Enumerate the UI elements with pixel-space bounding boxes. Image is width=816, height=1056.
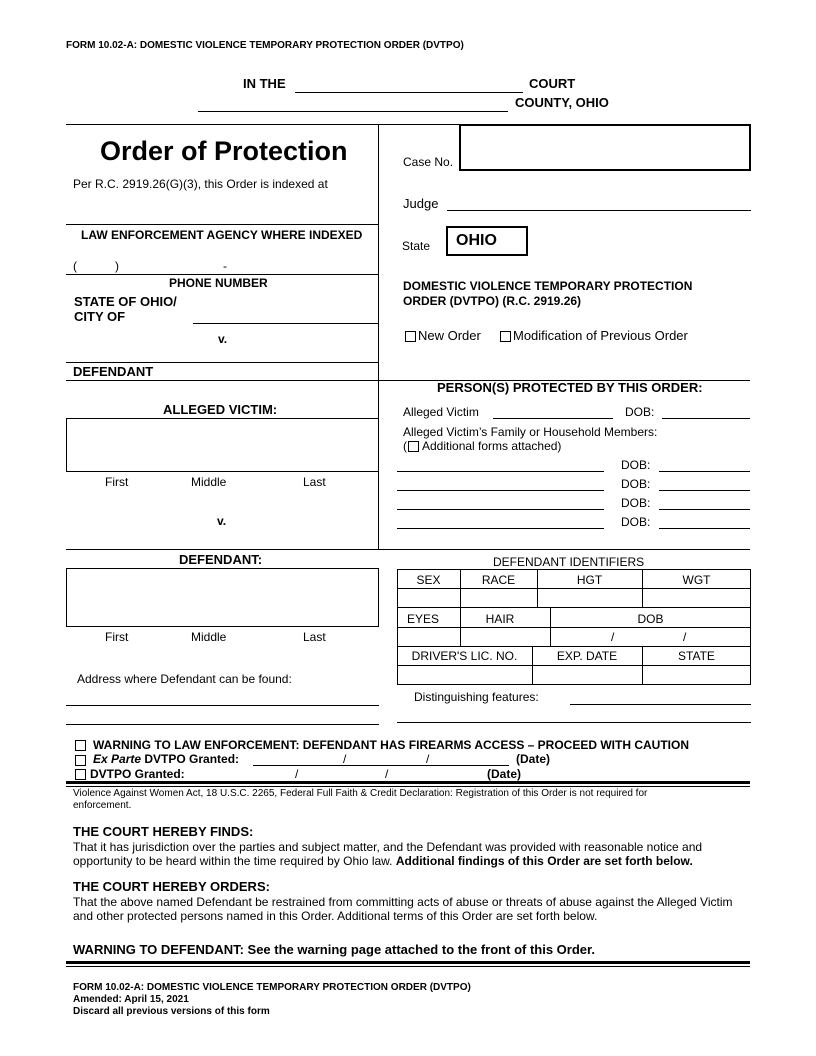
court-finds-text-2 bbox=[73, 854, 693, 868]
court-name-line[interactable] bbox=[295, 92, 523, 93]
order-title-line-1: DOMESTIC VIOLENCE TEMPORARY PROTECTION bbox=[403, 279, 693, 293]
court-finds-title: THE COURT HEREBY FINDS: bbox=[73, 824, 254, 839]
agency-line[interactable] bbox=[66, 224, 378, 225]
address-label: Address where Defendant can be found: bbox=[77, 672, 292, 686]
family-dob-line-2[interactable] bbox=[659, 490, 750, 491]
victim-middle-label: Middle bbox=[191, 475, 227, 489]
dvtpo-slash-2: / bbox=[385, 767, 389, 781]
agency-label: LAW ENFORCEMENT AGENCY WHERE INDEXED bbox=[81, 228, 363, 242]
state-label: State bbox=[402, 239, 431, 253]
family-dob-line-3[interactable] bbox=[659, 509, 750, 510]
alleged-victim-dob-line[interactable] bbox=[662, 418, 750, 419]
distinguishing-label: Distinguishing features: bbox=[414, 690, 539, 704]
city-of-label: CITY OF bbox=[74, 309, 126, 324]
judge-label: Judge bbox=[403, 196, 439, 211]
dvtpo-granted-label: DVTPO Granted: bbox=[90, 767, 185, 781]
judge-line[interactable] bbox=[447, 210, 751, 211]
court-orders-text-1: That the above named Defendant be restrained from committing acts of abuse or threats of abuse against the Alleged Victim bbox=[73, 895, 733, 909]
top-rule bbox=[66, 124, 460, 125]
id-state-label: STATE bbox=[678, 649, 715, 663]
id-rule bbox=[397, 588, 751, 589]
defendant-middle-label: Middle bbox=[191, 630, 227, 644]
id-hgt-label: HGT bbox=[576, 573, 603, 587]
id-rule bbox=[397, 607, 751, 608]
defendant-label: DEFENDANT bbox=[73, 364, 154, 379]
footer-discard: Discard all previous versions of this form bbox=[73, 1006, 270, 1017]
firearms-warning-checkbox[interactable] bbox=[75, 740, 86, 751]
firearms-warning-label: WARNING TO LAW ENFORCEMENT: DEFENDANT HAS FIREARMS ACCESS – PROCEED WITH CAUTION bbox=[93, 738, 690, 752]
id-hair-label: HAIR bbox=[485, 612, 515, 626]
family-name-line-1[interactable] bbox=[397, 471, 604, 472]
thin-rule bbox=[66, 786, 750, 787]
footer-thin-rule bbox=[66, 966, 750, 967]
phone-dash: - bbox=[223, 259, 227, 273]
versus-1: v. bbox=[218, 332, 228, 346]
vawa-text-2: enforcement. bbox=[73, 800, 132, 811]
dvtpo-date-label: (Date) bbox=[487, 767, 522, 781]
id-rule bbox=[397, 665, 751, 666]
footer-amended: Amended: April 15, 2021 bbox=[73, 994, 189, 1005]
court-finds-text-2a: opportunity to be heard within the time required by Ohio law. bbox=[73, 854, 393, 868]
family-name-line-2[interactable] bbox=[397, 490, 604, 491]
family-dob-line-1[interactable] bbox=[659, 471, 750, 472]
court-finds-text-1: That it has jurisdiction over the parties and subject matter, and the Defendant was provided with reasonable notice and bbox=[73, 840, 703, 854]
case-no-box[interactable] bbox=[459, 124, 751, 171]
identifiers-title: DEFENDANT IDENTIFIERS bbox=[493, 555, 645, 569]
dvtpo-slash-1: / bbox=[295, 767, 299, 781]
phone-line[interactable] bbox=[66, 274, 378, 275]
victim-first-label: First bbox=[105, 475, 129, 489]
alleged-victim-name-line[interactable] bbox=[493, 418, 613, 419]
ex-parte-slash-1: / bbox=[343, 752, 347, 766]
defendant-last-label: Last bbox=[303, 630, 326, 644]
in-the-label: IN THE bbox=[243, 76, 286, 91]
family-name-line-3[interactable] bbox=[397, 509, 604, 510]
alleged-victim-name-box[interactable] bbox=[66, 418, 379, 472]
order-title-line-2: ORDER (DVTPO) (R.C. 2919.26) bbox=[403, 294, 582, 308]
additional-forms-checkbox[interactable] bbox=[408, 441, 419, 452]
id-exp-date-label: EXP. DATE bbox=[556, 649, 618, 663]
warning-to-defendant: WARNING TO DEFENDANT: See the warning page attached to the front of this Order. bbox=[73, 942, 595, 957]
dvtpo-granted-checkbox[interactable] bbox=[75, 769, 86, 780]
county-label: COUNTY, OHIO bbox=[515, 95, 609, 110]
center-divider bbox=[378, 124, 379, 549]
additional-forms-label: Additional forms attached) bbox=[422, 439, 562, 453]
ex-parte-date-label: (Date) bbox=[516, 752, 551, 766]
modification-label: Modification of Previous Order bbox=[513, 328, 688, 343]
thick-rule bbox=[66, 781, 750, 784]
id-sex-label: SEX bbox=[416, 573, 441, 587]
victim-last-label: Last bbox=[303, 475, 326, 489]
ex-parte-rest: DVTPO Granted: bbox=[144, 752, 240, 766]
alleged-victim-row-label: Alleged Victim bbox=[403, 405, 479, 419]
family-members-label: Alleged Victim’s Family or Household Members: bbox=[403, 425, 658, 439]
phone-paren-open: ( bbox=[73, 259, 77, 273]
new-order-checkbox[interactable] bbox=[405, 331, 416, 342]
address-line-2[interactable] bbox=[66, 724, 379, 725]
defendant2-label: DEFENDANT: bbox=[179, 552, 263, 567]
city-line[interactable] bbox=[193, 323, 378, 324]
ex-parte-date-line[interactable] bbox=[253, 765, 509, 766]
family-dob-line-4[interactable] bbox=[659, 528, 750, 529]
id-rule bbox=[397, 646, 751, 647]
ex-parte-slash-2: / bbox=[426, 752, 430, 766]
id-wgt-label: WGT bbox=[682, 573, 711, 587]
court-label: COURT bbox=[529, 76, 576, 91]
defendant-first-label: First bbox=[105, 630, 129, 644]
phone-paren-close: ) bbox=[115, 259, 119, 273]
family-dob-label-2: DOB: bbox=[621, 477, 651, 491]
court-orders-text-2: and other protected persons named in this Order. Additional terms of this Order are set forth below. bbox=[73, 909, 598, 923]
indexed-text: Per R.C. 2919.26(G)(3), this Order is indexed at bbox=[73, 177, 328, 191]
family-dob-label-1: DOB: bbox=[621, 458, 651, 472]
family-dob-label-4: DOB: bbox=[621, 515, 651, 529]
ex-parte-checkbox[interactable] bbox=[75, 755, 86, 766]
order-of-protection-title: Order of Protection bbox=[100, 136, 348, 166]
id-dob-sep-2: / bbox=[683, 630, 687, 644]
additional-paren: ( bbox=[403, 439, 407, 453]
form-header-title: FORM 10.02-A: DOMESTIC VIOLENCE TEMPORARY PROTECTION ORDER (DVTPO) bbox=[66, 40, 464, 51]
id-race-label: RACE bbox=[481, 573, 516, 587]
phone-label: PHONE NUMBER bbox=[169, 276, 268, 290]
ex-parte-italic: Ex Parte bbox=[93, 752, 142, 766]
section-rule-2 bbox=[66, 549, 750, 550]
versus-2: v. bbox=[217, 514, 227, 528]
defendant-name-line[interactable] bbox=[66, 362, 378, 363]
ex-parte-label bbox=[93, 752, 239, 766]
id-dob-sep-1: / bbox=[611, 630, 615, 644]
distinguishing-line-1[interactable] bbox=[570, 704, 751, 705]
court-finds-text-2b: Additional findings of this Order are set forth below. bbox=[395, 854, 693, 868]
new-order-label: New Order bbox=[418, 328, 481, 343]
footer-thick-rule bbox=[66, 961, 750, 964]
alleged-victim-label: ALLEGED VICTIM: bbox=[163, 402, 278, 417]
state-of-ohio-label: STATE OF OHIO/ bbox=[74, 294, 177, 309]
id-eyes-label: EYES bbox=[406, 612, 439, 626]
state-box bbox=[446, 226, 528, 256]
id-rule bbox=[397, 627, 751, 628]
id-dob-label: DOB bbox=[637, 612, 664, 626]
footer-form-title: FORM 10.02-A: DOMESTIC VIOLENCE TEMPORARY PROTECTION ORDER (DVTPO) bbox=[73, 982, 471, 993]
address-line-1[interactable] bbox=[66, 705, 379, 706]
distinguishing-line-2[interactable] bbox=[397, 722, 751, 723]
court-orders-title: THE COURT HEREBY ORDERS: bbox=[73, 879, 270, 894]
case-no-label: Case No. bbox=[403, 155, 454, 169]
alleged-victim-dob-label: DOB: bbox=[625, 405, 655, 419]
family-name-line-4[interactable] bbox=[397, 528, 604, 529]
defendant-name-box[interactable] bbox=[66, 568, 379, 627]
modification-checkbox[interactable] bbox=[500, 331, 511, 342]
vawa-text: Violence Against Women Act, 18 U.S.C. 2265, Federal Full Faith & Credit Declaration: Registration of this Order is not required for bbox=[73, 788, 648, 799]
id-drivers-lic-label: DRIVER'S LIC. NO. bbox=[411, 649, 518, 663]
family-dob-label-3: DOB: bbox=[621, 496, 651, 510]
state-value: OHIO bbox=[456, 232, 497, 249]
county-name-line[interactable] bbox=[198, 111, 508, 112]
protected-persons-title: PERSON(S) PROTECTED BY THIS ORDER: bbox=[437, 380, 703, 395]
